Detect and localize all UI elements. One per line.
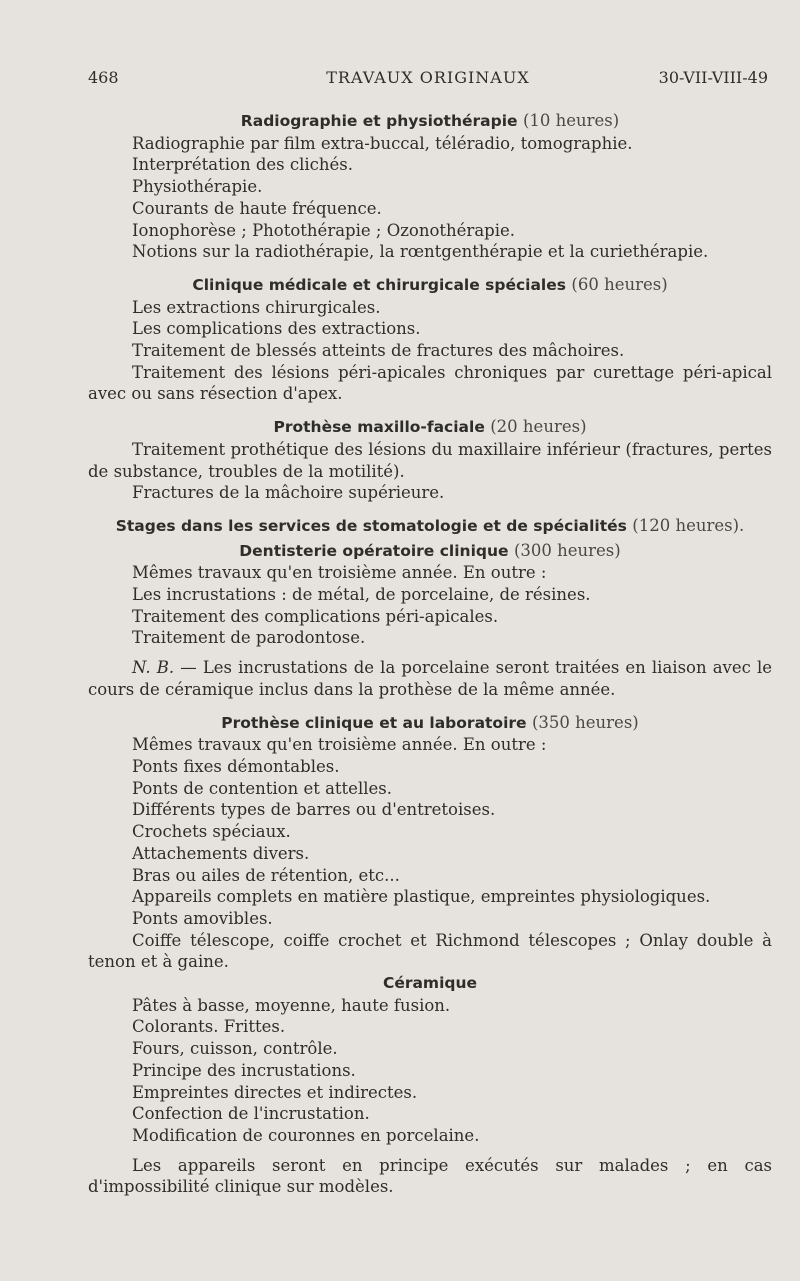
list-item: Mêmes travaux qu'en troisième année. En outre : [132,563,547,583]
section-heading-dentisterie: Dentisterie opératoire clinique (300 heures) [239,540,621,560]
list-item: Interprétation des clichés. [132,155,354,175]
section-heading-radiographie: Radiographie et physiothérapie (10 heures) [240,111,620,130]
note-text: — Les incrustations de la porcelaine seront traitées en liaison avec le cours de céramique inclus dans la prothèse de la même année. [88,658,773,699]
section-heading-prothese-maxillo-faciale: Prothèse maxillo-faciale (20 heures) [273,417,587,437]
section-heading-ceramique: Céramique [382,974,478,993]
list-item: Radiographie par film extra-buccal, téléradio, tomographie. [132,133,633,153]
list-item: Traitement des complications péri-apicales. [132,606,499,626]
list-item: Bras ou ailes de rétention, etc... [132,865,400,885]
list-item: Courants de haute fréquence. [132,198,382,218]
list-item: Appareils complets en matière plastique, empreintes physiologiques. [132,887,711,907]
list-item: Crochets spéciaux. [132,822,291,842]
list-item: Fours, cuisson, contrôle. [132,1039,338,1059]
list-item: Les extractions chirurgicales. [132,297,381,317]
list-item: Fractures de la mâchoire supérieure. [132,483,445,503]
list-item: Les incrustations : de métal, de porcelaine, de résines. [132,585,591,605]
list-item: Traitement de blessés atteints de fractures des mâchoires. [132,341,625,361]
paragraph: Traitement des lésions péri-apicales chroniques par curettage péri-apical avec ou sans résection d'apex. [88,362,772,404]
list-item: Attachements divers. [132,843,310,863]
list-item: Mêmes travaux qu'en troisième année. En outre : [132,735,547,755]
section-heading-clinique: Clinique médicale et chirurgicale spéciales (60 heures) [192,274,668,294]
section-heading-stages: Stages dans les services de stomatologie et de spécialités (120 heures). [115,515,745,535]
note-paragraph [88,657,772,700]
note-label: N. B. [132,658,175,678]
paragraph: Traitement prothétique des lésions du maxillaire inférieur (fractures, pertes de substance, troubles de la motilité). [88,439,772,481]
list-item: Différents types de barres ou d'entretoises. [132,800,496,820]
paragraph: Coiffe télescope, coiffe crochet et Richmond télescopes ; Onlay double à tenon et à gaine. [88,930,772,972]
list-item: Ponts de contention et attelles. [132,778,392,798]
list-item: Ponts fixes démontables. [132,756,340,776]
list-item: Principe des incrustations. [132,1060,356,1080]
list-item: Ionophorèse ; Photothérapie ; Ozonothérapie. [132,220,516,240]
list-item: Modification de couronnes en porcelaine. [132,1125,480,1145]
page-body [88,110,772,1198]
list-item: Empreintes directes et indirectes. [132,1082,418,1102]
list-item: Confection de l'incrustation. [132,1104,370,1124]
section-heading-prothese-clinique: Prothèse clinique et au laboratoire (350 heures) [221,712,639,732]
running-title: TRAVAUX ORIGINAUX [326,68,530,87]
list-item: Notions sur la radiothérapie, la rœntgenthérapie et la curiethérapie. [132,242,709,262]
list-item: Physiothérapie. [132,177,263,197]
list-item: Colorants. Frittes. [132,1017,286,1037]
issue-date: 30-VII-VIII-49 [658,68,768,87]
page-number: 468 [88,68,119,87]
list-item: Ponts amovibles. [132,908,273,928]
list-item: Les complications des extractions. [132,319,421,339]
paragraph: Les appareils seront en principe exécutés sur malades ; en cas d'impossibilité clinique sur modèles. [88,1155,772,1197]
list-item: Traitement de parodontose. [132,628,366,648]
running-header [88,68,768,92]
list-item: Pâtes à basse, moyenne, haute fusion. [132,995,451,1015]
